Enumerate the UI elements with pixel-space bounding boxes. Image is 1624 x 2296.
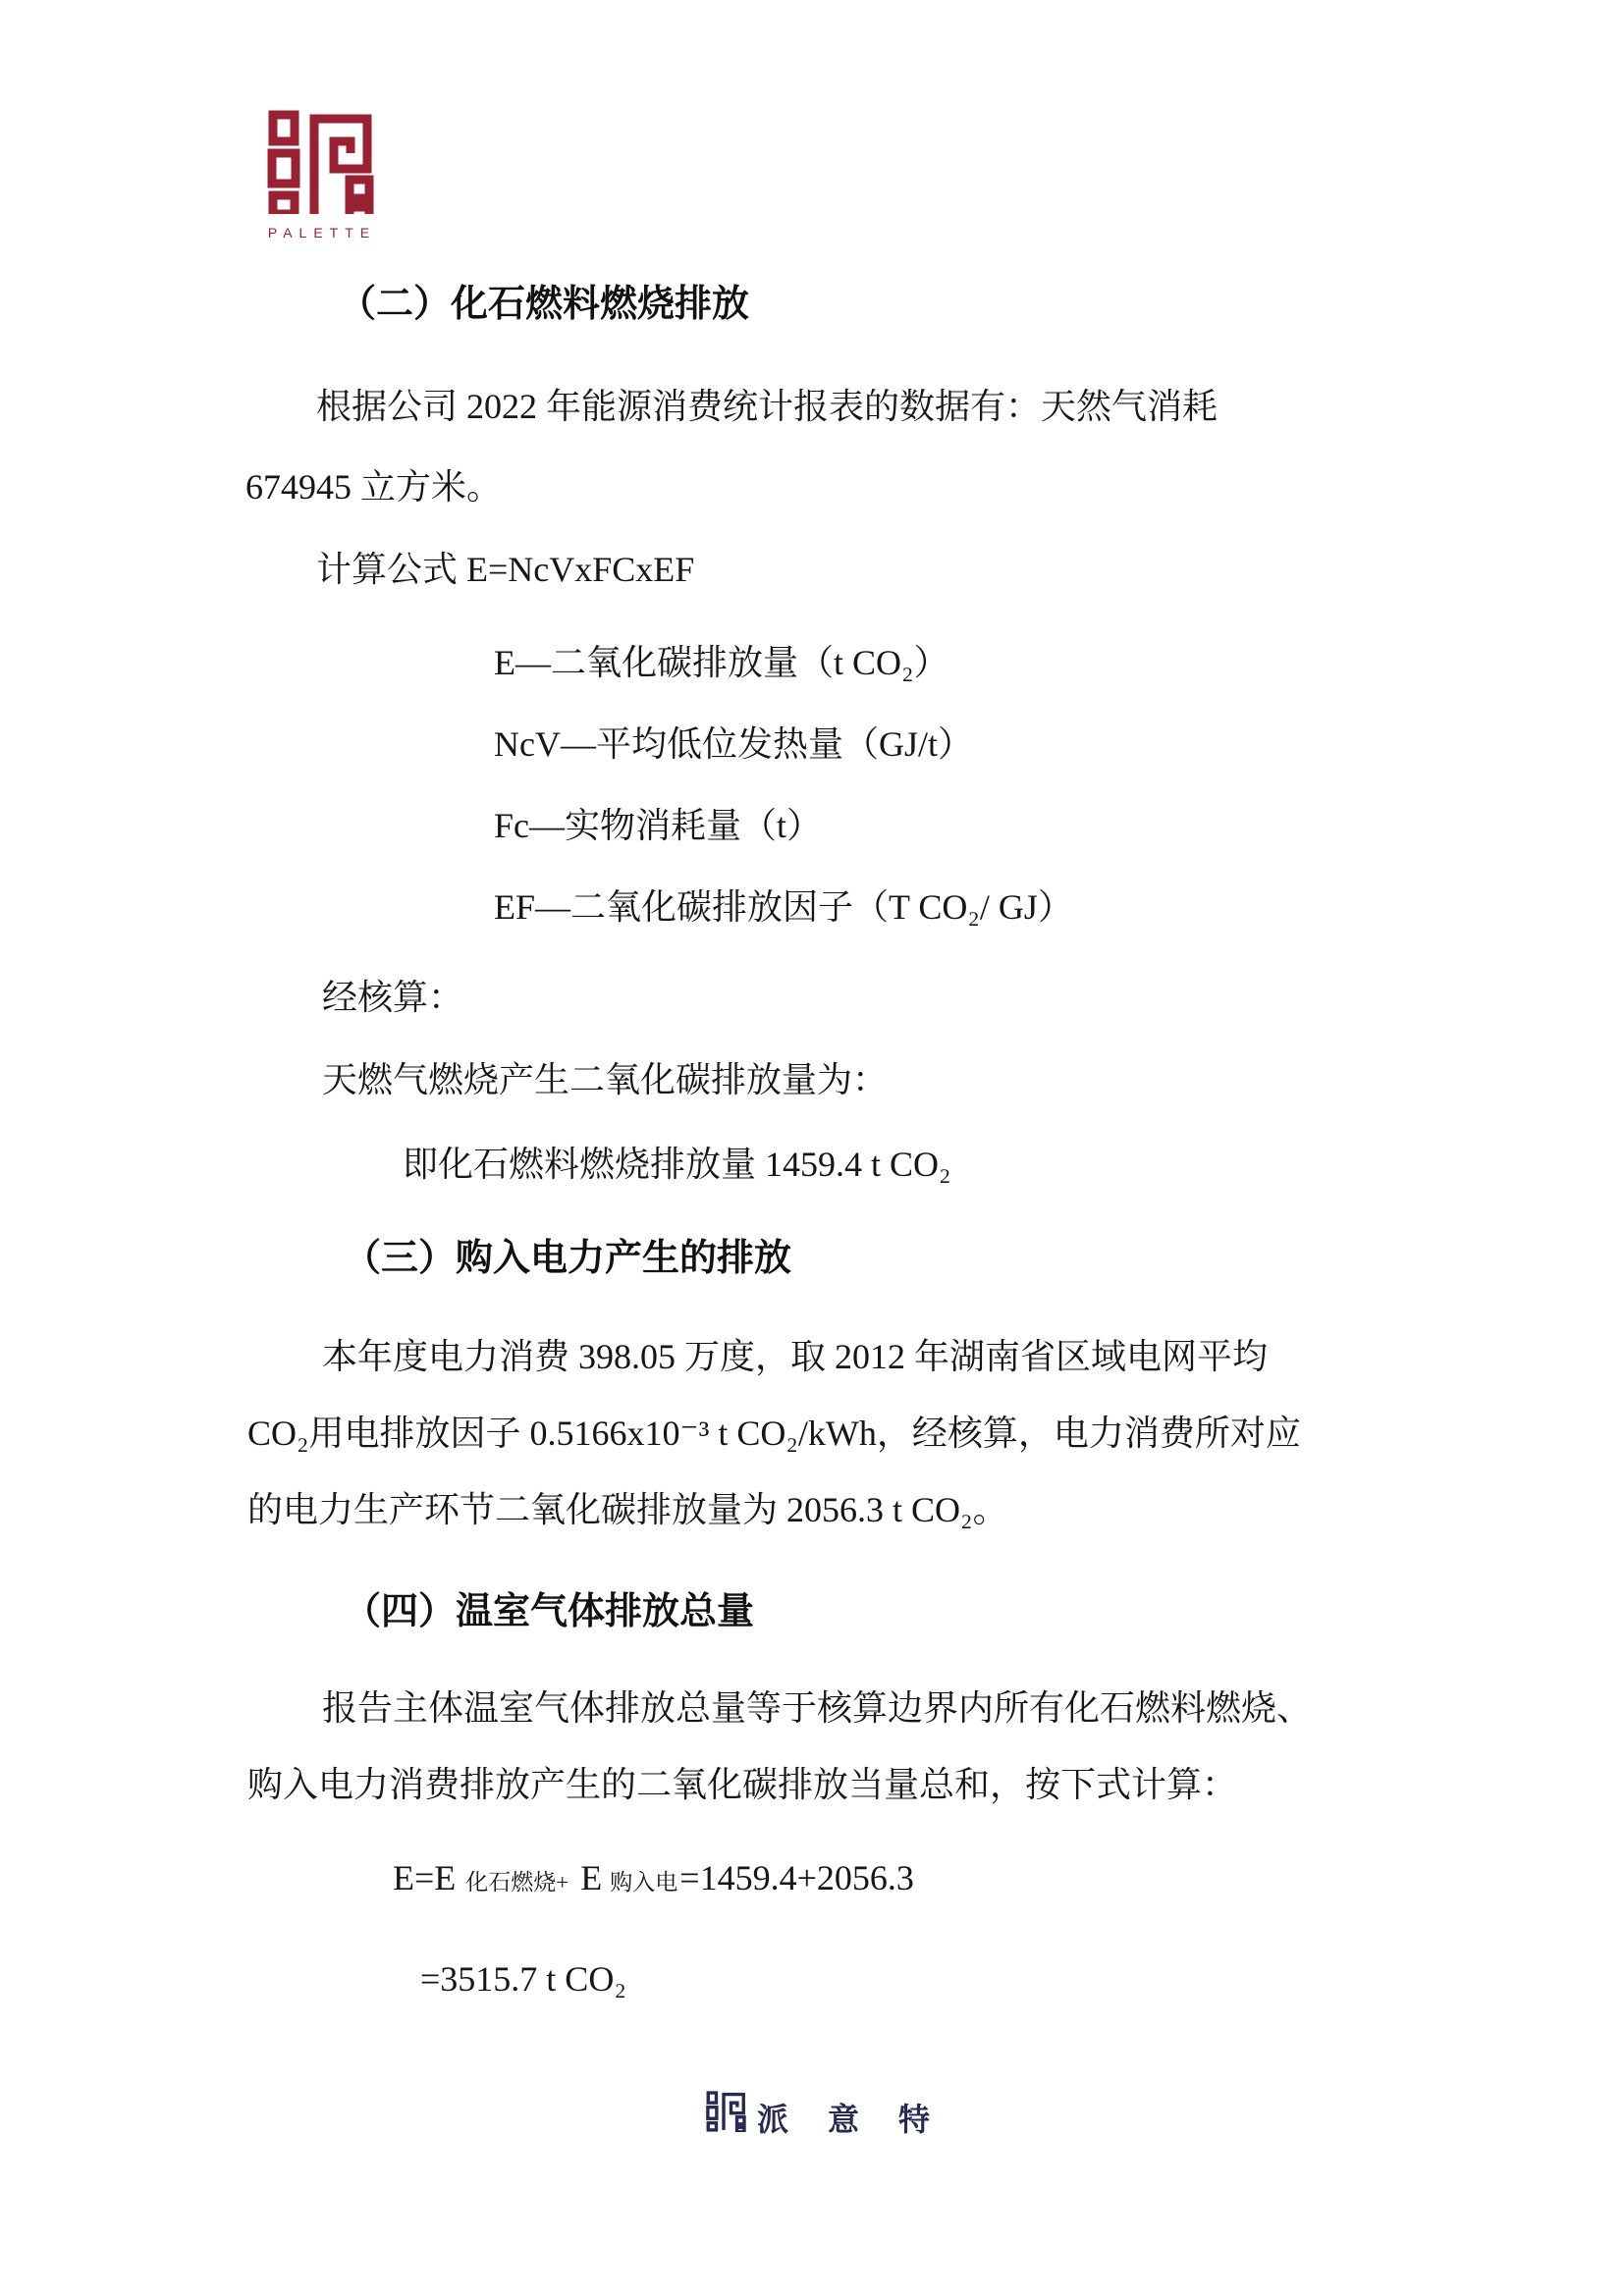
footer-brand-text: 派意特 <box>757 2102 970 2137</box>
fossil-para-line2: 674945 立方米。 <box>245 467 503 507</box>
formula-e2-part: E <box>580 1858 603 1897</box>
formula-sub-fossil: 化石燃烧+ <box>465 1870 569 1895</box>
footer-brand <box>706 2089 970 2137</box>
palette-logo-text: PALETTE <box>267 225 377 240</box>
formula-sum-part: =1459.4+2056.3 <box>679 1858 914 1897</box>
total-para-line2: 购入电力消费排放产生的二氧化碳排放当量总和，按下式计算： <box>247 1765 1238 1804</box>
total-emission-formula <box>393 1857 914 1898</box>
fossil-formula-intro: 计算公式 E=NcVxFCxEF <box>316 550 695 589</box>
definition-ef: EF—二氧化碳排放因子（T CO₂/ GJ） <box>494 887 1073 927</box>
total-emission-result: =3515.7 t CO₂ <box>420 1959 626 1999</box>
formula-e-part: E=E <box>393 1858 457 1897</box>
footer-logo-icon <box>706 2089 747 2132</box>
total-para-line1: 报告主体温室气体排放总量等于核算边界内所有化石燃料燃烧、 <box>322 1688 1313 1728</box>
definition-ncv: NcV—平均低位发热量（GJ/t） <box>494 724 973 764</box>
formula-sub-electricity: 购入电 <box>610 1870 678 1895</box>
gas-emission-label: 天燃气燃烧产生二氧化碳排放量为： <box>322 1060 889 1099</box>
palette-logo-icon <box>267 110 377 214</box>
section-electricity-heading: （三）购入电力产生的排放 <box>344 1238 792 1279</box>
fossil-para-line1: 根据公司 2022 年能源消费统计报表的数据有：天然气消耗 <box>316 387 1218 426</box>
definition-e: E—二氧化碳排放量（t CO₂） <box>494 643 949 682</box>
section-fossil-heading: （二）化石燃料燃烧排放 <box>339 284 750 325</box>
section-total-heading: （四）温室气体排放总量 <box>344 1591 755 1632</box>
definition-fc: Fc—实物消耗量（t） <box>494 806 823 845</box>
electricity-para-line3: 的电力生产环节二氧化碳排放量为 2056.3 t CO₂。 <box>247 1490 1008 1529</box>
electricity-para-line1: 本年度电力消费 398.05 万度，取 2012 年湖南省区域电网平均 <box>322 1337 1269 1376</box>
electricity-para-line2: CO₂用电排放因子 0.5166x10⁻³ t CO₂/kWh，经核算，电力消费所对应 <box>247 1414 1301 1453</box>
palette-logo <box>267 110 377 240</box>
after-calculation-label: 经核算： <box>322 978 464 1017</box>
fossil-emission-result: 即化石燃料燃烧排放量 1459.4 t CO₂ <box>403 1145 951 1184</box>
